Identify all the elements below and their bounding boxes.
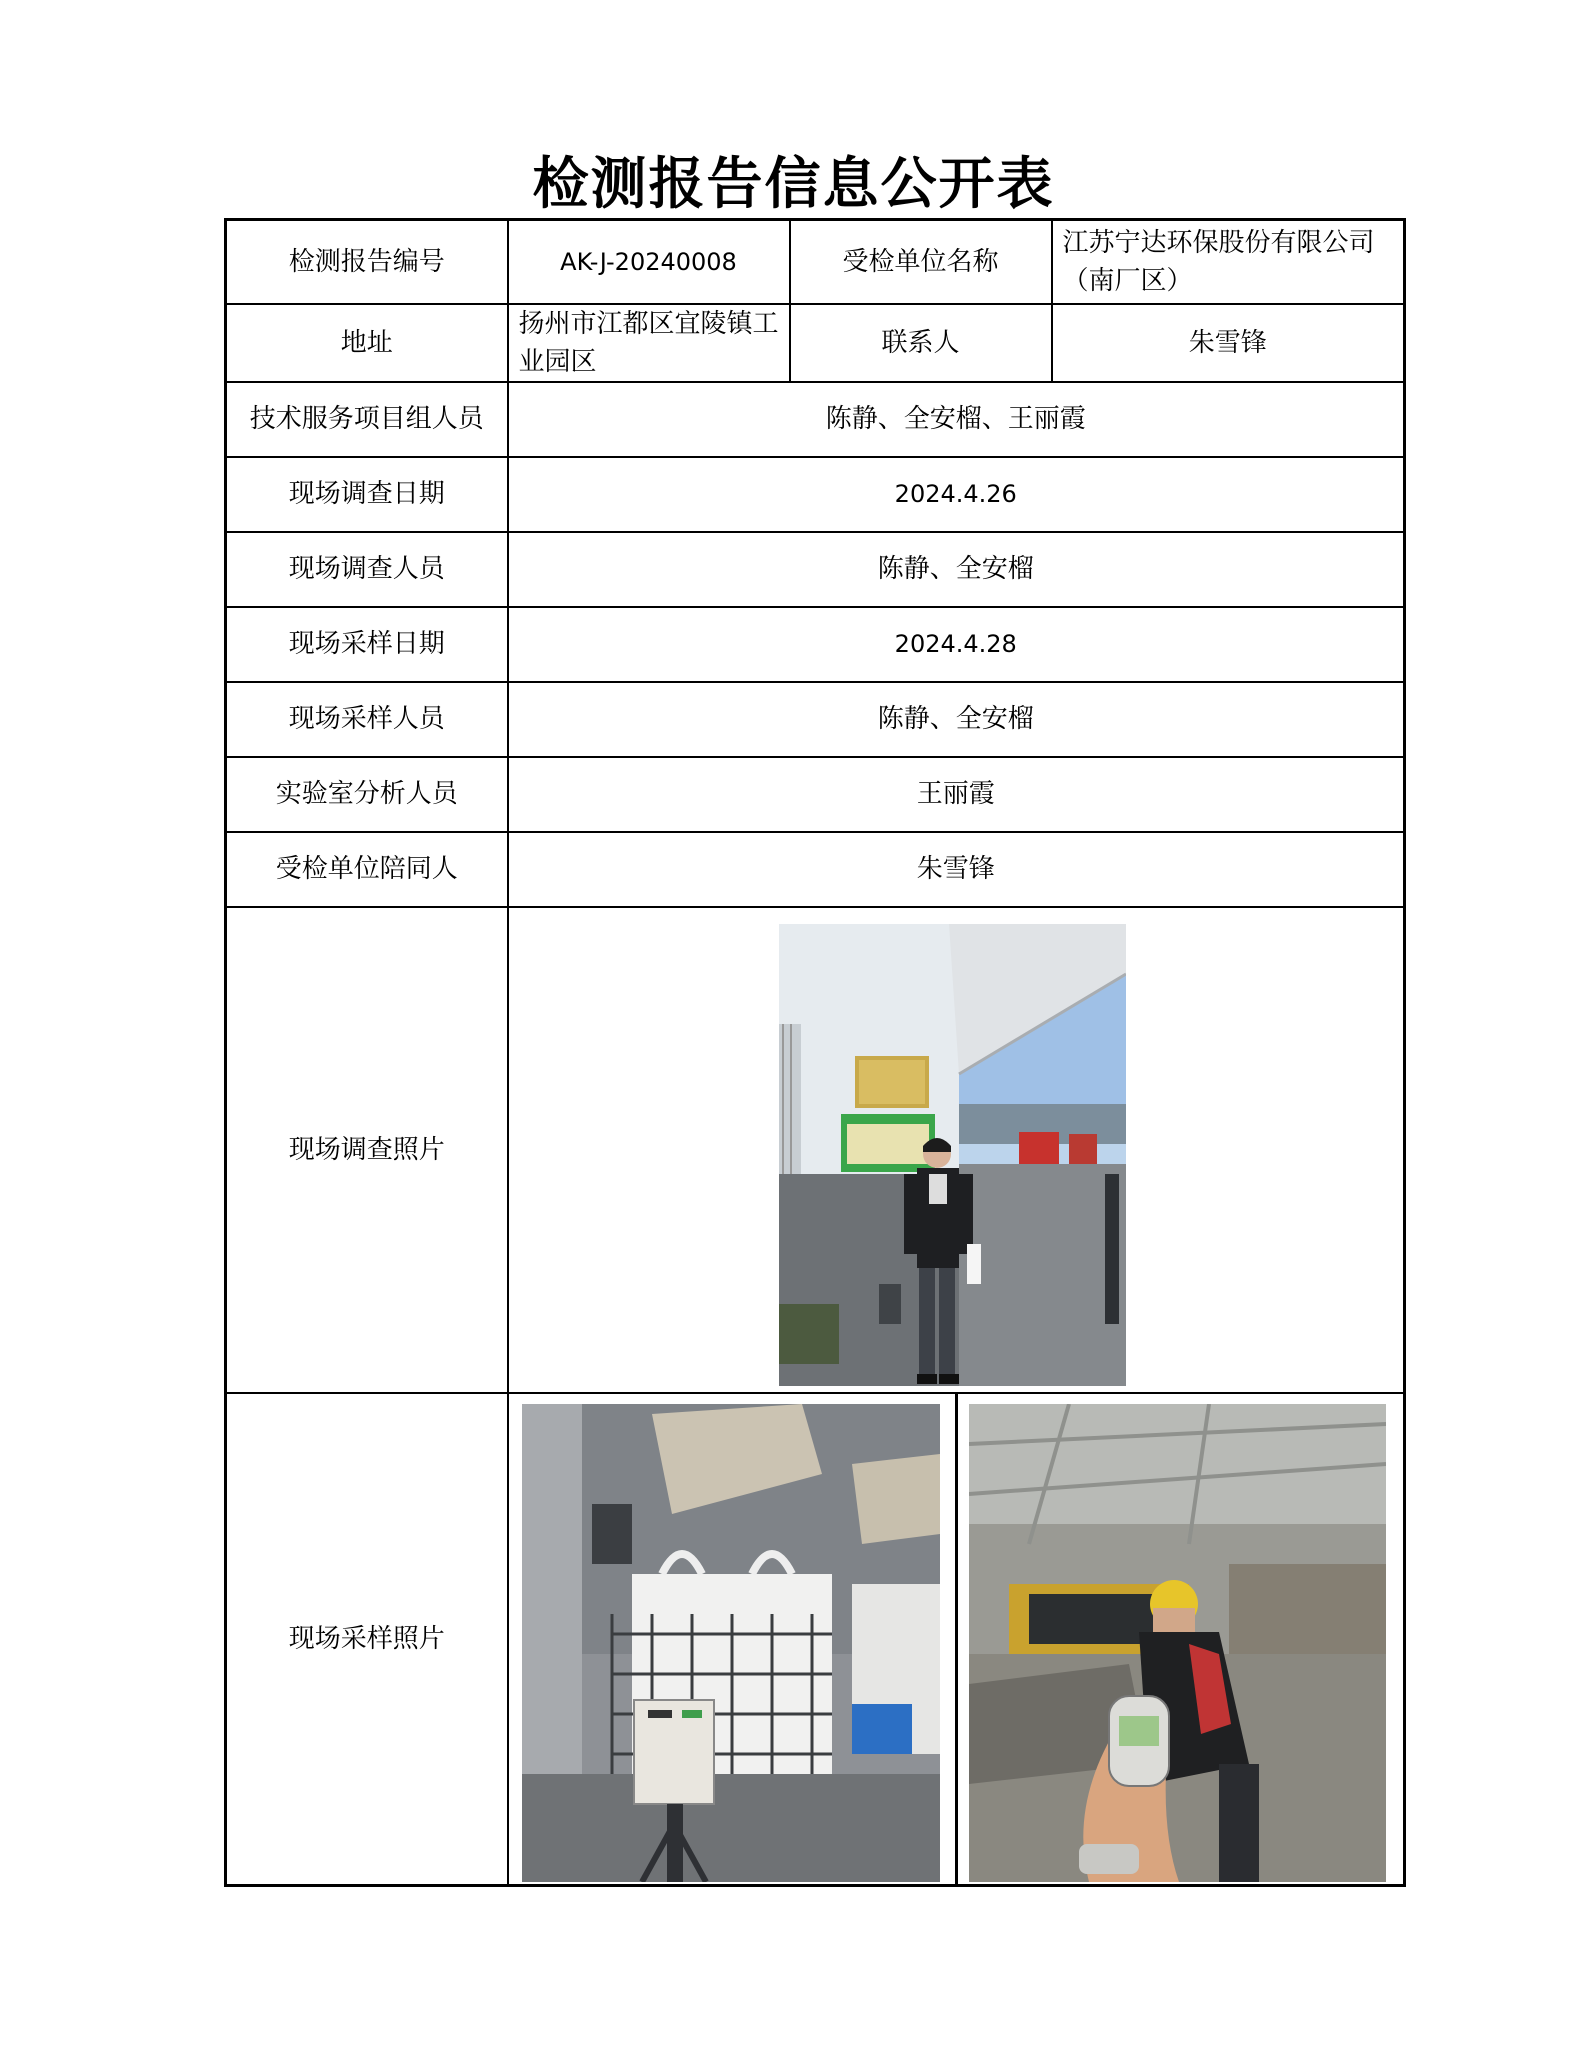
contact-value: 朱雪锋 (1052, 304, 1405, 382)
contact-label: 联系人 (790, 304, 1052, 382)
team-label: 技术服务项目组人员 (226, 382, 508, 457)
sampling-photo-label: 现场采样照片 (226, 1393, 508, 1886)
table-row (226, 682, 1405, 757)
table-row (226, 220, 1405, 304)
table-row (226, 457, 1405, 532)
sampling-date-label: 现场采样日期 (226, 607, 508, 682)
report-table (224, 218, 1406, 1887)
address-label: 地址 (226, 304, 508, 382)
address-value: 扬州市江都区宜陵镇工业园区 (508, 304, 790, 382)
table-row (226, 304, 1405, 382)
sampling-staff-value: 陈静、全安榴 (508, 682, 1405, 757)
survey-photo (779, 924, 1126, 1386)
sampling-staff-label: 现场采样人员 (226, 682, 508, 757)
escort-value: 朱雪锋 (508, 832, 1405, 907)
table-row (226, 832, 1405, 907)
survey-photo-label: 现场调查照片 (226, 907, 508, 1393)
survey-date-label: 现场调查日期 (226, 457, 508, 532)
unit-name-label: 受检单位名称 (790, 220, 1052, 304)
sampling-photo-2 (969, 1404, 1386, 1882)
team-value: 陈静、全安榴、王丽霞 (508, 382, 1405, 457)
escort-label: 受检单位陪同人 (226, 832, 508, 907)
report-no-label: 检测报告编号 (226, 220, 508, 304)
table-row (226, 382, 1405, 457)
table-row (226, 907, 1405, 1393)
survey-date-value: 2024.4.26 (508, 457, 1405, 532)
table-row (226, 532, 1405, 607)
table-row (226, 1393, 1405, 1886)
table-row (226, 757, 1405, 832)
lab-staff-value: 王丽霞 (508, 757, 1405, 832)
survey-staff-value: 陈静、全安榴 (508, 532, 1405, 607)
page-title: 检测报告信息公开表 (532, 152, 1055, 217)
sampling-photo-1 (522, 1404, 940, 1882)
sampling-photo-cell (508, 1393, 1405, 1886)
report-no-value: AK-J-20240008 (508, 220, 790, 304)
unit-name-value: 江苏宁达环保股份有限公司（南厂区） (1052, 220, 1405, 304)
sampling-date-value: 2024.4.28 (508, 607, 1405, 682)
table-row (226, 607, 1405, 682)
lab-staff-label: 实验室分析人员 (226, 757, 508, 832)
survey-staff-label: 现场调查人员 (226, 532, 508, 607)
survey-photo-cell (508, 907, 1405, 1393)
